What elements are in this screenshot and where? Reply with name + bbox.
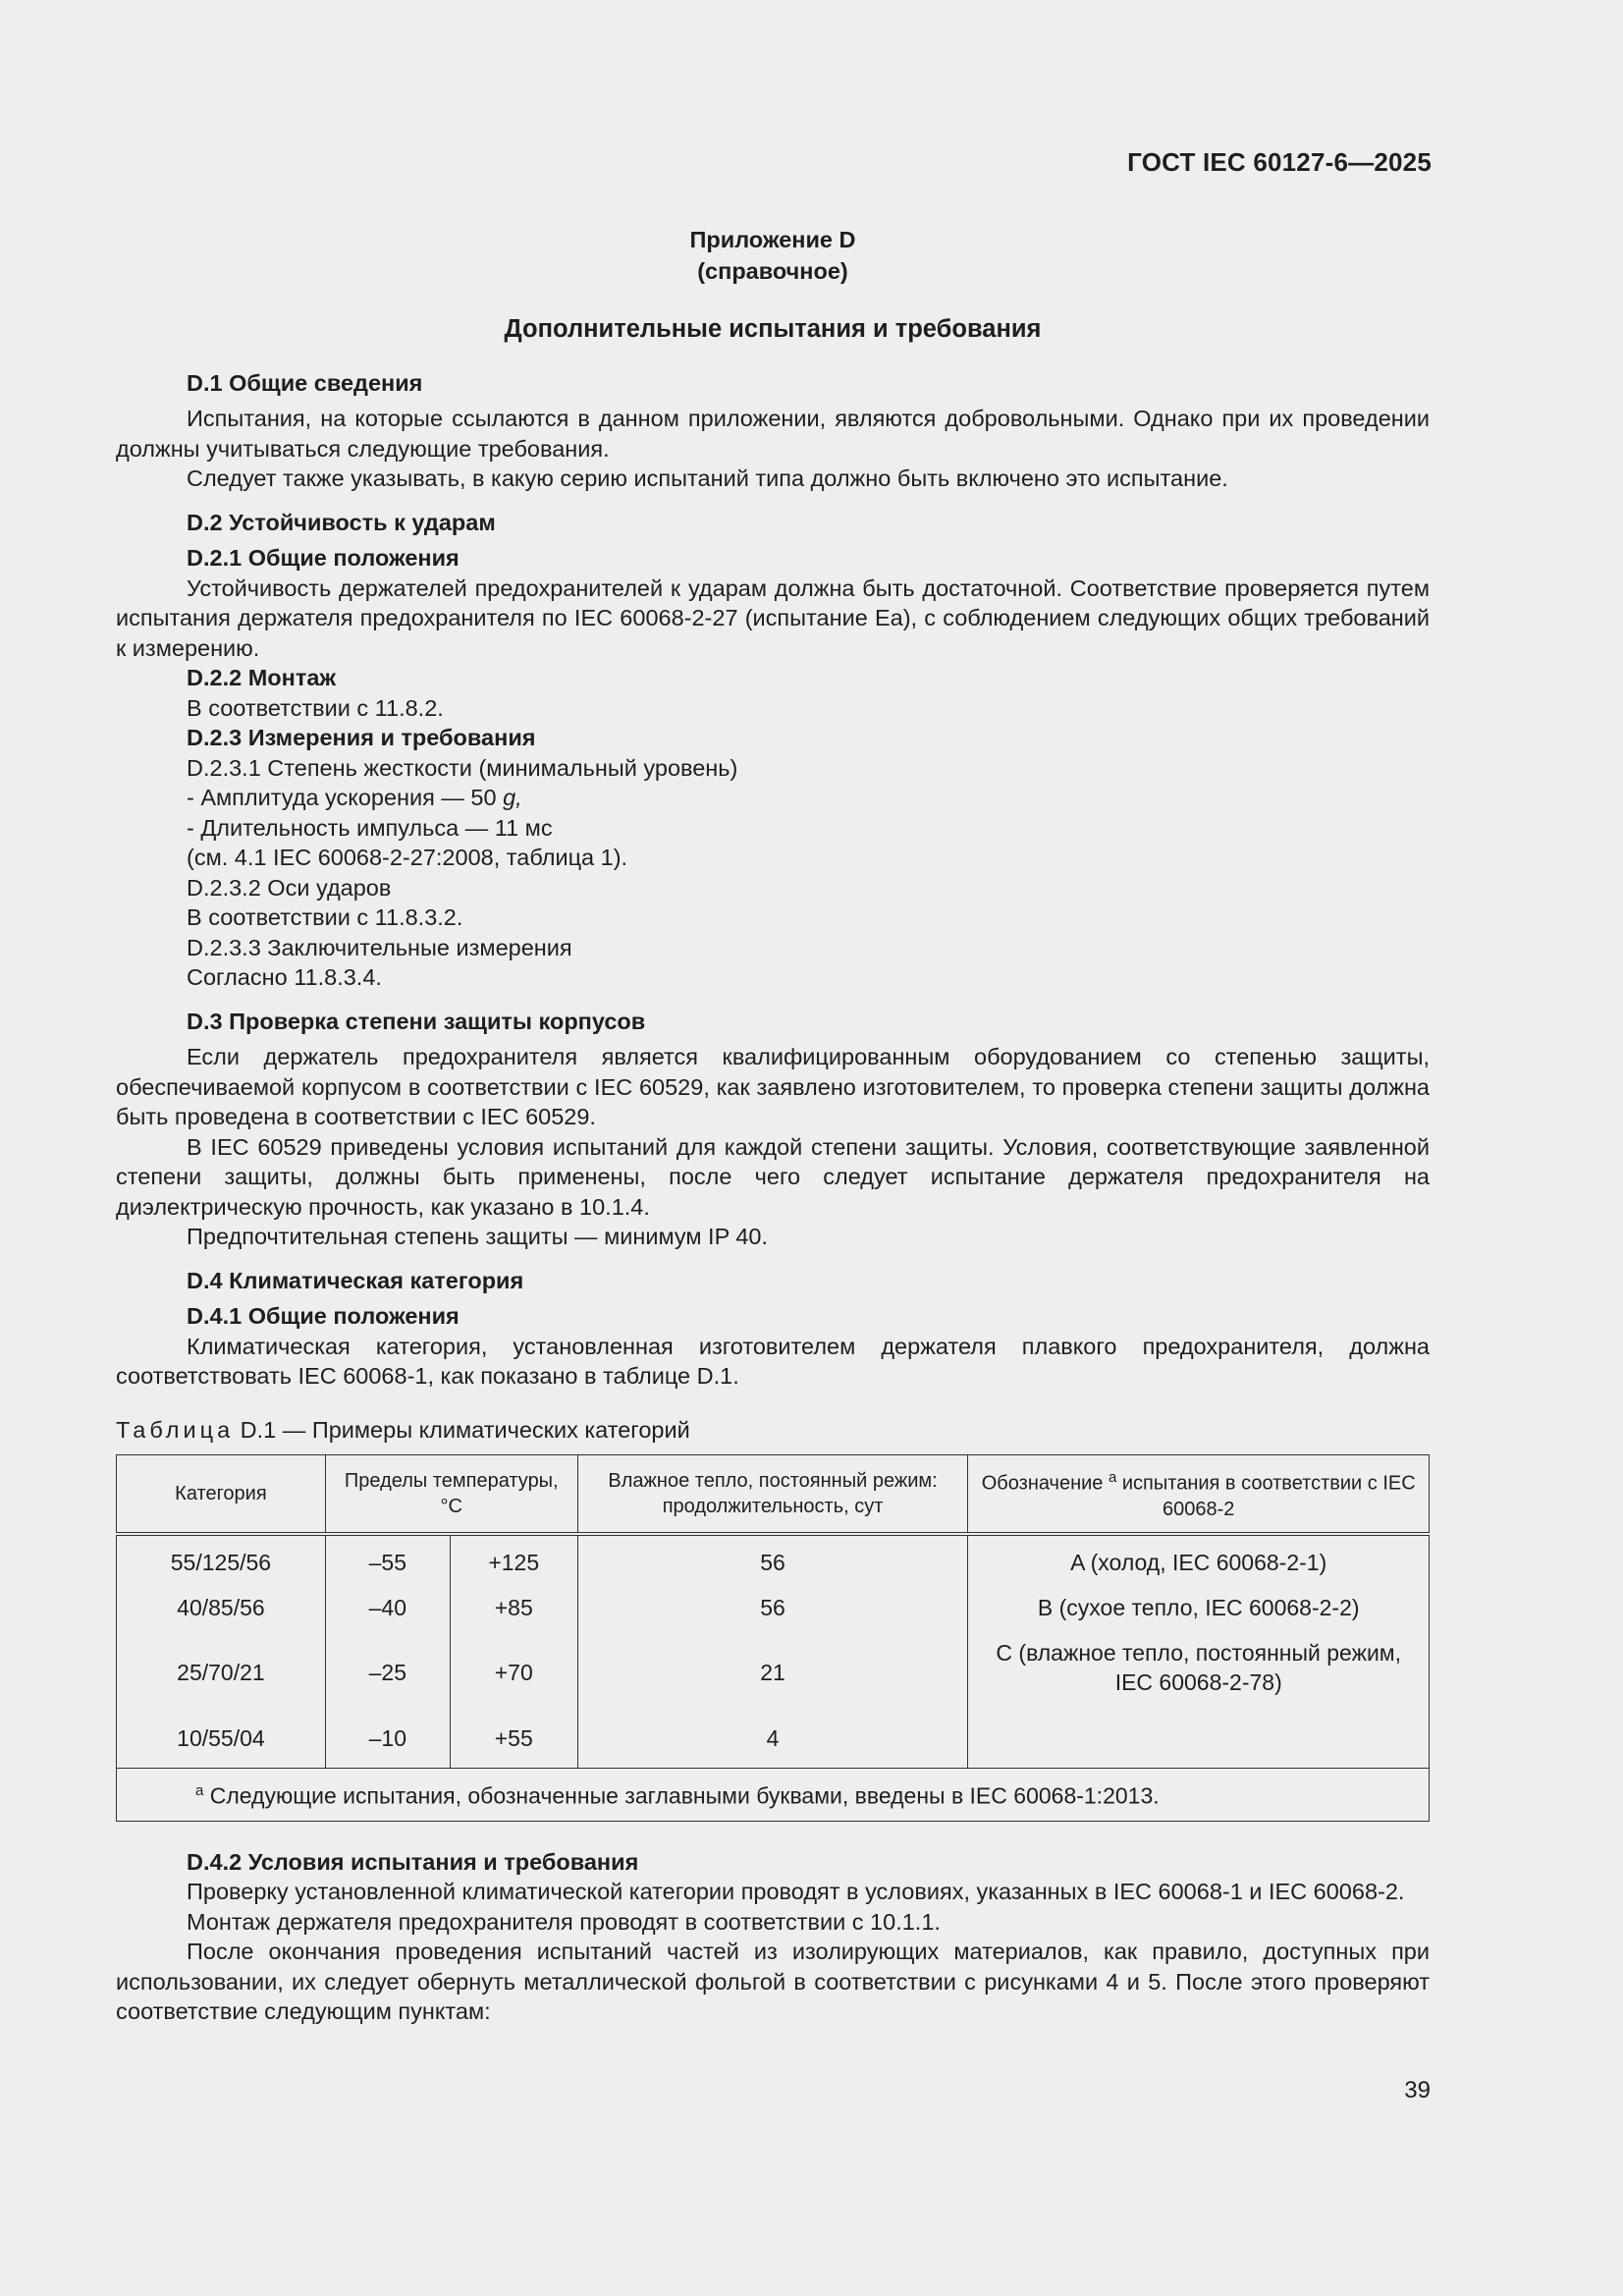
paragraph: В соответствии с 11.8.2. (187, 694, 444, 721)
cell-tmin: –10 (325, 1715, 450, 1769)
paragraph: Если держатель предохранителя является квалифицированным оборудованием со степенью защиты, обеспечиваемой корпусом в соответствии с IEC 60529, как заявлено изготовителем, то проверка степени защиты должна быть проведена в соответствии с IEC 60529. (116, 1044, 1430, 1129)
cell-designation (968, 1715, 1430, 1769)
list-item-text: - Амплитуда ускорения — 50 (187, 785, 504, 810)
cell-designation: B (сухое тепло, IEC 60068-2-2) (968, 1585, 1430, 1632)
annex-label: Приложение D (689, 227, 856, 252)
annex-title: Дополнительные испытания и требования (504, 315, 1042, 343)
climatic-category-table (116, 1454, 1430, 1822)
paragraph: Проверку установленной климатической категории проводят в условиях, указанных в IEC 60068-1 и IEC 60068-2. (187, 1879, 1405, 1905)
table-caption (116, 1415, 1430, 1446)
cell-tmax: +85 (450, 1585, 577, 1632)
header-designation-text: Обозначение (981, 1472, 1109, 1495)
subsection-heading-d23: D.2.3 Измерения и требования (187, 725, 536, 750)
footnote-marker: a (1108, 1469, 1117, 1486)
paragraph: Климатическая категория, установленная изготовителем держателя плавкого предохранителя, должна соответствовать IEC 60068-1, как показано в таблице D.1. (116, 1333, 1430, 1389)
cell-category: 25/70/21 (117, 1632, 326, 1715)
cell-category: 40/85/56 (117, 1585, 326, 1632)
table-row (117, 1534, 1430, 1585)
list-item: - Длительность импульса — 11 мс (187, 814, 553, 841)
section-heading-d4: D.4 Климатическая категория (187, 1267, 524, 1293)
footnote-marker: a (195, 1781, 204, 1799)
clause-d233: D.2.3.3 Заключительные измерения (187, 934, 572, 960)
subsection-heading-d21: D.2.1 Общие положения (187, 545, 460, 571)
header-category: Категория (117, 1455, 326, 1534)
section-heading-d1: D.1 Общие сведения (187, 369, 423, 396)
paragraph: Согласно 11.8.3.4. (187, 964, 382, 990)
header-designation-text-2: испытания в соответствии с IEC 60068-2 (1116, 1472, 1416, 1520)
cell-tmin: –55 (325, 1534, 450, 1585)
clause-d232: D.2.3.2 Оси ударов (187, 874, 392, 901)
cell-tmin: –25 (325, 1632, 450, 1715)
clause-d231: D.2.3.1 Степень жесткости (минимальный уровень) (187, 754, 738, 781)
paragraph: В IEC 60529 приведены условия испытаний для каждой степени защиты. Условия, соответствующие заявленной степени защиты, должны быть применены, после чего следует испытание держателя предохранителя на диэлектрическую прочность, как указано в 10.1.4. (116, 1133, 1430, 1220)
cell-days: 4 (577, 1715, 968, 1769)
cell-tmin: –40 (325, 1585, 450, 1632)
annex-note: (справочное) (697, 258, 848, 284)
page-content (116, 224, 1430, 2027)
paragraph: Следует также указывать, в какую серию испытаний типа должно быть включено это испытание. (187, 465, 1228, 491)
cell-category: 55/125/56 (117, 1534, 326, 1585)
list-item (116, 783, 1430, 813)
table-row (117, 1585, 1430, 1632)
subsection-heading-d41: D.4.1 Общие положения (187, 1303, 460, 1329)
cell-tmax: +70 (450, 1632, 577, 1715)
cell-days: 21 (577, 1632, 968, 1715)
paragraph: После окончания проведения испытаний частей из изолирующих материалов, как правило, доступных при использовании, их следует обернуть металлической фольгой в соответствии с рисунками 4 и 5. После этого проверяют соответствие следующим пунктам: (116, 1939, 1430, 2025)
table-footnote-row (117, 1768, 1430, 1821)
table-header-row (117, 1455, 1430, 1534)
subsection-heading-d22: D.2.2 Монтаж (187, 665, 337, 690)
cell-tmax: +125 (450, 1534, 577, 1585)
header-designation (968, 1455, 1430, 1534)
cell-days: 56 (577, 1585, 968, 1632)
document-code: ГОСТ IEC 60127-6—2025 (1127, 147, 1432, 177)
paragraph: Испытания, на которые ссылаются в данном приложении, являются добровольными. Однако при их проведении должны учитываться следующие требования. (116, 406, 1430, 462)
subsection-heading-d42: D.4.2 Условия испытания и требования (187, 1848, 639, 1875)
footnote-text: Следующие испытания, обозначенные заглавными буквами, введены в IEC 60068-1:2013. (203, 1782, 1160, 1809)
paragraph: Устойчивость держателей предохранителей к ударам должна быть достаточной. Соответствие проверяется путем испытания держателя предохранителя по IEC 60068-2-27 (испытание Ea), с соблюдением следующих общих требований к измерению. (116, 574, 1430, 661)
paragraph: В соответствии с 11.8.3.2. (187, 904, 463, 930)
table-caption-word: Таблица (116, 1416, 235, 1443)
header-damp-heat: Влажное тепло, постоянный режим: продолжительность, сут (577, 1455, 968, 1534)
section-heading-d2: D.2 Устойчивость к ударам (187, 509, 496, 535)
cell-tmax: +55 (450, 1715, 577, 1769)
table-footnote (117, 1768, 1430, 1821)
cell-category: 10/55/04 (117, 1715, 326, 1769)
page-number: 39 (1404, 2077, 1431, 2104)
cell-days: 56 (577, 1534, 968, 1585)
unit-g: g, (503, 785, 522, 810)
table-caption-text: D.1 — Примеры климатических категорий (234, 1416, 690, 1443)
cell-designation: C (влажное тепло, постоянный режим, IEC 60068-2-78) (968, 1632, 1430, 1715)
table-row (117, 1715, 1430, 1769)
section-heading-d3: D.3 Проверка степени защиты корпусов (187, 1008, 646, 1034)
paragraph: Монтаж держателя предохранителя проводят в соответствии с 10.1.1. (187, 1908, 941, 1935)
list-item: (см. 4.1 IEC 60068-2-27:2008, таблица 1). (187, 845, 628, 870)
cell-designation: A (холод, IEC 60068-2-1) (968, 1534, 1430, 1585)
paragraph: Предпочтительная степень защиты — минимум IP 40. (187, 1224, 769, 1249)
table-row (117, 1632, 1430, 1715)
header-temperature-limits: Пределы температуры, °С (325, 1455, 577, 1534)
